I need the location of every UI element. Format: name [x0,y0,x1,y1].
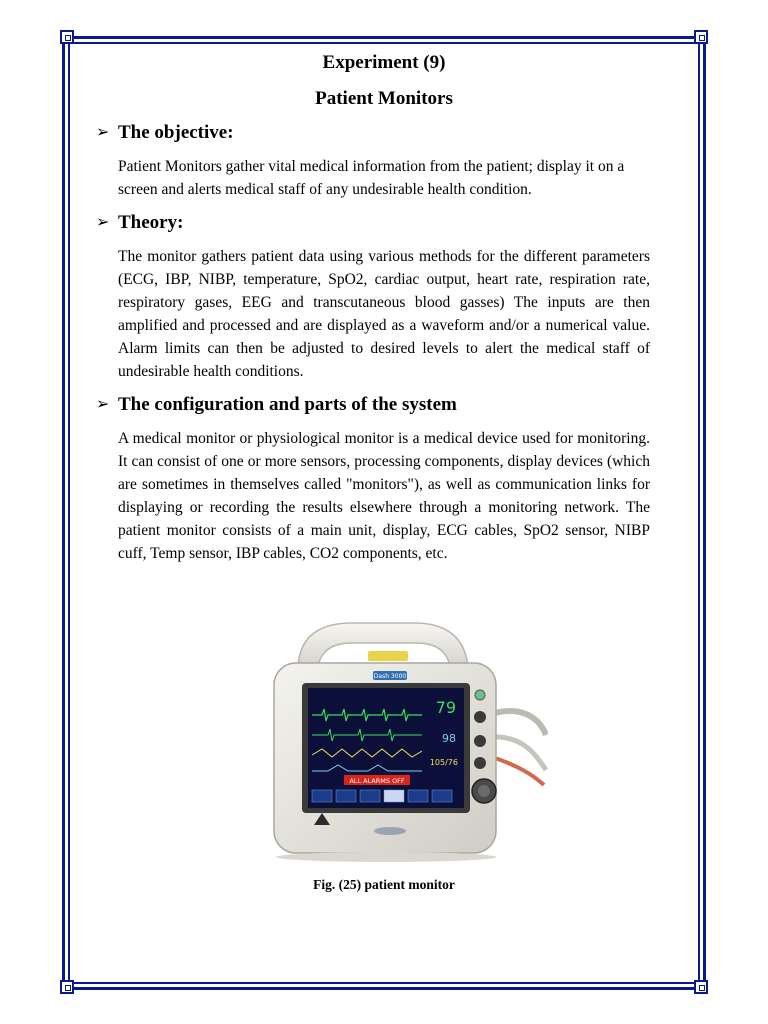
border-corner-top-left [60,30,74,44]
section-heading-text: Theory: [118,212,184,233]
section-heading-theory [96,212,650,234]
bullet-arrow-icon: ➢ [96,122,110,141]
experiment-number-title: Experiment (9) [322,52,446,73]
alarm-banner-text: ALL ALARMS OFF [349,777,405,785]
patient-monitor-image [218,605,548,867]
border-corner-bottom-right [694,980,708,994]
section-heading-text: The configuration and parts of the system [118,394,457,415]
theory-paragraph: The monitor gathers patient data using various methods for the different parameters (ECG, IBP, NIBP, temperature, SpO2, cardiac output, heart rate, respiration rate, respiratory gases, EEG and transcutaneous blood gasses) The inputs are then amplified and processed and are displayed as a waveform and/or a numerical value. Alarm limits can then be adjusted to desired levels to alert the medical staff of undesirable health conditions. [118,248,650,380]
configuration-paragraph: A medical monitor or physiological monitor is a medical device used for monitoring. It can consist of one or more sensors, processing components, display devices (which are sometimes in themselves called "monitors"), as well as communication links for displaying or recording the results elsewhere through a monitoring network. The patient monitor consists of a main unit, display, ECG cables, SpO2 sensor, NIBP cuff, Temp sensor, IBP cables, CO2 components, etc. [118,430,650,562]
bullet-arrow-icon: ➢ [96,394,110,413]
section-heading-objective [96,122,650,144]
spo2-readout: 98 [442,732,456,745]
nibp-readout: 105/76 [429,758,458,767]
figure-caption: Fig. (25) patient monitor [313,877,455,892]
border-corner-bottom-left [60,980,74,994]
document-body [96,50,650,565]
monitor-brand-label: Dash 3000 [373,673,407,680]
heart-rate-readout: 79 [435,698,456,717]
section-heading-configuration [96,394,650,416]
patient-monitor-figure [218,605,548,867]
bullet-arrow-icon: ➢ [96,212,110,231]
border-corner-top-right [694,30,708,44]
section-heading-text: The objective: [118,122,234,143]
experiment-name-title: Patient Monitors [315,88,453,109]
objective-paragraph: Patient Monitors gather vital medical information from the patient; display it on a screen and alerts medical staff of any undesirable health condition. [118,158,625,198]
